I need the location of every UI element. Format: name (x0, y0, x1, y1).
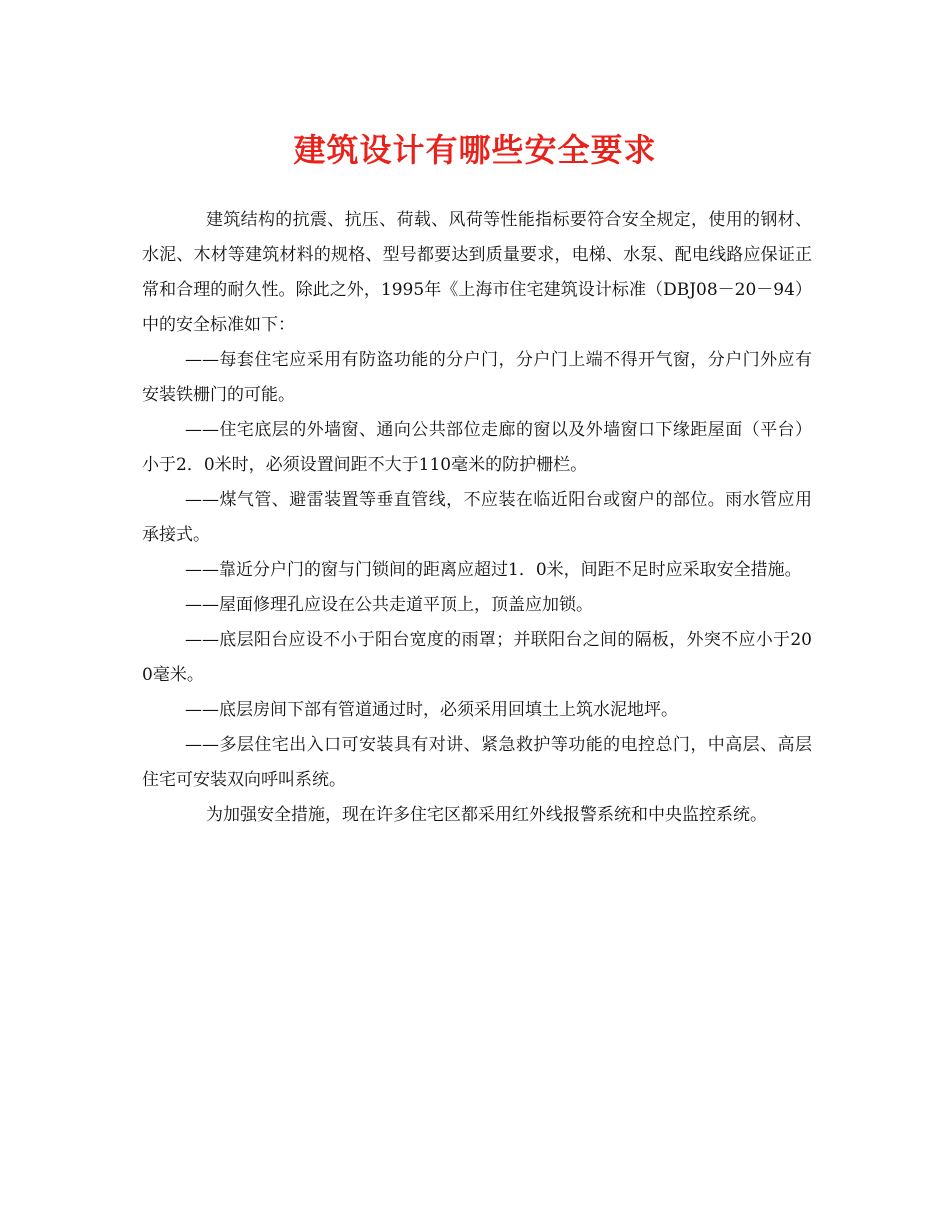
requirement-item: ——靠近分户门的窗与门锁间的距离应超过1．0米，间距不足时应采取安全措施。 (185, 560, 802, 580)
requirement-item: ——底层阳台应设不小于阳台宽度的雨罩；并联阳台之间的隔板，外突不应小于200毫米。 (142, 630, 812, 685)
intro-paragraph: 建筑结构的抗震、抗压、荷载、风荷等性能指标要符合安全规定，使用的钢材、水泥、木材等建筑材料的规格、型号都要达到质量要求，电梯、水泵、配电线路应保证正常和合理的耐久性。除此之外，1995年《上海市住宅建筑设计标准（DBJ08－20－94）中的安全标准如下： (142, 210, 812, 335)
requirement-item: ——底层房间下部有管道通过时，必须采用回填土上筑水泥地坪。 (185, 700, 678, 720)
requirement-item: ——多层住宅出入口可安装具有对讲、紧急救护等功能的电控总门，中高层、高层住宅可安装双向呼叫系统。 (142, 735, 812, 790)
requirement-item: ——煤气管、避雷装置等垂直管线，不应装在临近阳台或窗户的部位。雨水管应用承接式。 (142, 490, 812, 545)
document-title: 建筑设计有哪些安全要求 (293, 131, 657, 169)
document-body (142, 203, 812, 833)
requirement-item: ——住宅底层的外墙窗、通向公共部位走廊的窗以及外墙窗口下缘距屋面（平台）小于2．0米时，必须设置间距不大于110毫米的防护栅栏。 (142, 420, 812, 475)
requirement-item: ——每套住宅应采用有防盗功能的分户门，分户门上端不得开气窗，分户门外应有安装铁栅门的可能。 (142, 350, 812, 405)
requirement-item: ——屋面修理孔应设在公共走道平顶上，顶盖应加锁。 (185, 595, 593, 615)
closing-paragraph: 为加强安全措施，现在许多住宅区都采用红外线报警系统和中央监控系统。 (206, 805, 767, 825)
